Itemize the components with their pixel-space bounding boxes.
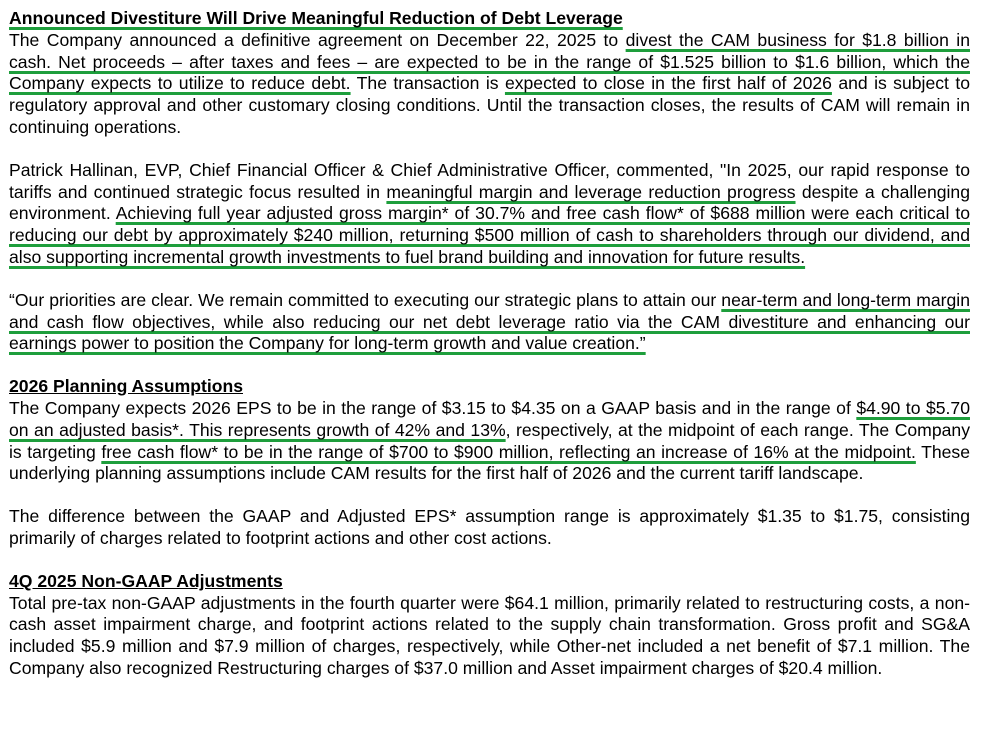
adjustments-heading: 4Q 2025 Non-GAAP Adjustments [9,570,283,591]
highlighted-text: free cash flow* to be in the range of $700 to $900 million, reflecting an increase of 16% at the midpoint. [101,441,916,462]
cfo-quote-paragraph [9,160,970,269]
text-run: , respectively, at the midpoint of each range. The Company is targeting [9,419,970,462]
text-run: The Company expects 2026 EPS to be in the range of $3.15 to $4.35 on a GAAP basis and in the range of [9,397,857,418]
highlighted-text: near-term and long-term margin and cash flow objectives, while also reducing our net debt leverage ratio via the CAM divestiture and enhancing our earnings power to position the Company for long-term growth and value creation.” [9,289,970,354]
highlighted-text: $4.90 to $5.70 on an adjusted basis*. This represents growth of 42% and 13% [9,397,970,440]
divestiture-heading: Announced Divestiture Will Drive Meaningful Reduction of Debt Leverage [9,8,623,28]
priorities-paragraph [9,290,970,355]
text-run: “Our priorities are clear. We remain committed to executing our strategic plans to attain our [9,289,722,310]
highlighted-text: Achieving full year adjusted gross margin* of 30.7% and free cash flow* of $688 million were each critical to reducing our debt by approximately $240 million, returning $500 million of cash to shareholders through our dividend, and also supporting incremental growth investments to fuel brand building and innovation for future results. [9,203,970,267]
text-run: The transaction is [350,73,505,94]
highlighted-text: divest the CAM business for $1.8 billion in cash. Net proceeds – after taxes and fees – are expected to be in the range of $1.525 billion to $1.6 billion, which the Company expects to utilize to reduce debt. [9,29,970,94]
document-page [9,8,970,680]
adjustments-paragraph: Total pre-tax non-GAAP adjustments in the fourth quarter were $64.1 million, primarily related to restructuring costs, a non-cash asset impairment charge, and footprint actions related to the supply chain transformation. Gross profit and SG&A included $5.9 million and $7.9 million of charges, respectively, while Other-net included a net benefit of $7.1 million. The Company also recognized Restructuring charges of $37.0 million and Asset impairment charges of $20.4 million. [9,592,970,678]
text-run: The Company announced a definitive agreement on December 22, 2025 to [9,29,626,50]
highlighted-text: meaningful margin and leverage reduction progress [386,181,796,202]
text-run: despite a challenging environment. [9,181,970,224]
text-run: and is subject to regulatory approval and other customary closing conditions. Until the transaction closes, the results of CAM will remain in continuing operations. [9,73,971,137]
planning-paragraph-1 [9,398,970,485]
highlighted-text: expected to close in the first half of 2026 [504,73,832,94]
text-run: Patrick Hallinan, EVP, Chief Financial Officer & Chief Administrative Officer, commented, "In 2025, our rapid response to tariffs and continued strategic focus resulted in [9,159,970,202]
divestiture-paragraph-1 [9,30,970,139]
text-run: These underlying planning assumptions include CAM results for the first half of 2026 and the current tariff landscape. [9,441,971,484]
planning-paragraph-2: The difference between the GAAP and Adjusted EPS* assumption range is approximately $1.35 to $1.75, consisting primarily of charges related to footprint actions and other cost actions. [9,506,970,548]
planning-heading: 2026 Planning Assumptions [9,376,243,397]
